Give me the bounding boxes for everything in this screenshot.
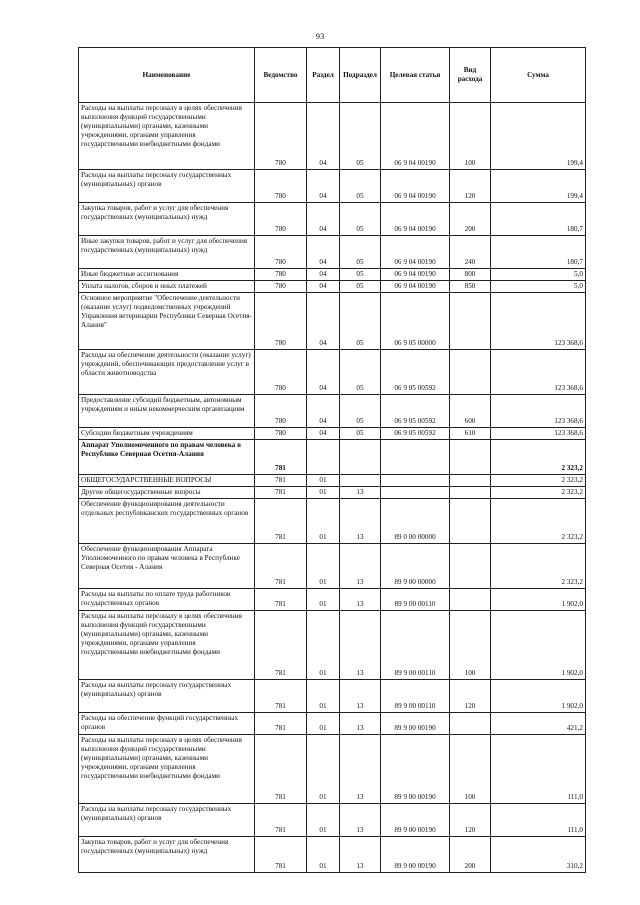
cell-name: Расходы на выплаты персоналу государственных (муниципальных) органов (79, 680, 255, 713)
cell-vid: 800 (450, 269, 491, 281)
cell-statya: 89 9 00 00190 (381, 713, 450, 735)
cell-ved: 780 (255, 103, 307, 170)
cell-sum: 2 323,2 (491, 440, 586, 475)
table-row (79, 499, 586, 544)
cell-razdel: 04 (307, 203, 340, 236)
cell-vid: 610 (450, 428, 491, 440)
cell-name: Расходы на выплаты по оплате труда работников государственных органов (79, 589, 255, 611)
cell-vid (450, 544, 491, 589)
cell-vid (450, 713, 491, 735)
cell-sum: 111,0 (491, 804, 586, 837)
cell-sum: 310,2 (491, 837, 586, 873)
cell-vid: 100 (450, 735, 491, 804)
table-row (79, 203, 586, 236)
table-body (79, 103, 586, 873)
cell-ved: 781 (255, 837, 307, 873)
cell-podrazdel: 05 (340, 203, 381, 236)
cell-sum: 199,4 (491, 170, 586, 203)
cell-sum: 111,0 (491, 735, 586, 804)
cell-sum: 1 902,0 (491, 589, 586, 611)
cell-podrazdel: 05 (340, 236, 381, 269)
cell-ved: 781 (255, 735, 307, 804)
cell-vid (450, 487, 491, 499)
cell-razdel: 01 (307, 713, 340, 735)
cell-ved: 781 (255, 499, 307, 544)
cell-statya: 06 9 05 00592 (381, 350, 450, 395)
cell-name: Расходы на выплаты персоналу в целях обеспечения выполнения функций государственными (муниципальными) органами, казенными учреждениями, органами управления государственными внебюджетными фондами (79, 735, 255, 804)
cell-razdel: 04 (307, 281, 340, 293)
cell-sum: 2 323,2 (491, 499, 586, 544)
cell-statya (381, 475, 450, 487)
cell-statya: 89 9 00 00190 (381, 837, 450, 873)
cell-name: Закупка товаров, работ и услуг для обеспечения государственных (муниципальных) нужд (79, 203, 255, 236)
cell-vid: 100 (450, 611, 491, 680)
cell-name: Расходы на выплаты персоналу государственных (муниципальных) органов (79, 170, 255, 203)
cell-razdel: 01 (307, 487, 340, 499)
cell-sum: 421,2 (491, 713, 586, 735)
cell-podrazdel: 05 (340, 269, 381, 281)
cell-ved: 780 (255, 395, 307, 428)
cell-podrazdel: 13 (340, 680, 381, 713)
cell-ved: 781 (255, 611, 307, 680)
cell-statya: 89 0 00 00000 (381, 499, 450, 544)
table-row (79, 395, 586, 428)
cell-statya: 06 9 04 00190 (381, 203, 450, 236)
cell-statya (381, 440, 450, 475)
cell-podrazdel: 05 (340, 103, 381, 170)
cell-ved: 781 (255, 713, 307, 735)
header-summa: Сумма (491, 48, 586, 103)
cell-ved: 780 (255, 293, 307, 350)
cell-razdel: 04 (307, 428, 340, 440)
cell-vid (450, 440, 491, 475)
budget-table (78, 47, 586, 873)
cell-sum: 123 368,6 (491, 428, 586, 440)
cell-ved: 781 (255, 804, 307, 837)
header-podrazdel: Подраздел (340, 48, 381, 103)
cell-vid (450, 589, 491, 611)
cell-razdel: 04 (307, 293, 340, 350)
cell-statya: 06 9 04 00190 (381, 170, 450, 203)
cell-statya: 06 9 05 00000 (381, 293, 450, 350)
cell-podrazdel: 05 (340, 170, 381, 203)
cell-sum: 2 323,2 (491, 544, 586, 589)
table-row (79, 170, 586, 203)
cell-sum: 123 368,6 (491, 395, 586, 428)
cell-name: Закупка товаров, работ и услуг для обеспечения государственных (муниципальных) нужд (79, 837, 255, 873)
cell-podrazdel: 05 (340, 293, 381, 350)
cell-statya: 06 9 05 00592 (381, 395, 450, 428)
cell-razdel: 04 (307, 170, 340, 203)
cell-ved: 780 (255, 281, 307, 293)
cell-vid (450, 350, 491, 395)
cell-ved: 781 (255, 440, 307, 475)
cell-ved: 781 (255, 544, 307, 589)
cell-razdel: 01 (307, 589, 340, 611)
cell-sum: 2 323,2 (491, 487, 586, 499)
cell-podrazdel: 05 (340, 281, 381, 293)
cell-vid (450, 475, 491, 487)
table-row (79, 735, 586, 804)
cell-name: ОБЩЕГОСУДАРСТВЕННЫЕ ВОПРОСЫ (79, 475, 255, 487)
cell-podrazdel: 13 (340, 713, 381, 735)
table-row (79, 236, 586, 269)
cell-ved: 780 (255, 236, 307, 269)
table-row (79, 680, 586, 713)
cell-ved: 781 (255, 487, 307, 499)
table-row (79, 428, 586, 440)
table-row (79, 589, 586, 611)
table-row (79, 440, 586, 475)
cell-statya: 89 9 00 00110 (381, 611, 450, 680)
table-row (79, 544, 586, 589)
table-row (79, 269, 586, 281)
table-row (79, 611, 586, 680)
cell-ved: 780 (255, 269, 307, 281)
cell-statya: 06 9 04 00190 (381, 269, 450, 281)
cell-razdel: 01 (307, 499, 340, 544)
cell-sum: 180,7 (491, 236, 586, 269)
cell-vid: 200 (450, 203, 491, 236)
cell-statya (381, 487, 450, 499)
cell-ved: 781 (255, 475, 307, 487)
table-row (79, 804, 586, 837)
cell-podrazdel: 05 (340, 350, 381, 395)
cell-name: Иные бюджетные ассигнования (79, 269, 255, 281)
cell-podrazdel: 05 (340, 395, 381, 428)
cell-sum: 199,4 (491, 103, 586, 170)
cell-statya: 06 9 04 00190 (381, 103, 450, 170)
cell-statya: 06 9 04 00190 (381, 281, 450, 293)
cell-razdel: 01 (307, 837, 340, 873)
cell-vid (450, 293, 491, 350)
cell-razdel: 04 (307, 395, 340, 428)
table-row (79, 487, 586, 499)
header-row (79, 48, 586, 103)
cell-statya: 89 9 00 00000 (381, 544, 450, 589)
cell-vid: 600 (450, 395, 491, 428)
cell-name: Основное мероприятие "Обеспечение деятельности (оказание услуг) подведомственных учреждений Управления ветеринарии Республики Северная Осетия-Алания" (79, 293, 255, 350)
cell-name: Субсидии бюджетным учреждениям (79, 428, 255, 440)
cell-statya: 06 9 05 00592 (381, 428, 450, 440)
page-number: 93 (315, 31, 325, 41)
table-row (79, 837, 586, 873)
cell-razdel: 01 (307, 475, 340, 487)
cell-razdel: 04 (307, 236, 340, 269)
cell-sum: 2 323,2 (491, 475, 586, 487)
cell-podrazdel (340, 475, 381, 487)
cell-ved: 781 (255, 680, 307, 713)
cell-vid: 850 (450, 281, 491, 293)
cell-vid: 100 (450, 103, 491, 170)
table-row (79, 281, 586, 293)
cell-sum: 5,0 (491, 269, 586, 281)
cell-statya: 89 9 00 00190 (381, 735, 450, 804)
cell-podrazdel: 13 (340, 544, 381, 589)
cell-vid: 120 (450, 170, 491, 203)
cell-name: Расходы на выплаты персоналу государственных (муниципальных) органов (79, 804, 255, 837)
cell-razdel: 04 (307, 350, 340, 395)
cell-ved: 780 (255, 203, 307, 236)
cell-name: Расходы на выплаты персоналу в целях обеспечения выполнения функций государственными (муниципальными) органами, казенными учреждениями, органами управления государственными внебюджетными фондами (79, 611, 255, 680)
cell-podrazdel: 13 (340, 837, 381, 873)
table-row (79, 350, 586, 395)
cell-name: Расходы на выплаты персоналу в целях обеспечения выполнения функций государственными (муниципальными) органами, казенными учреждениями, органами управления государственными внебюджетными фондами (79, 103, 255, 170)
cell-podrazdel: 13 (340, 804, 381, 837)
header-vid-raskhoda: Вид расхода (450, 48, 491, 103)
table-row (79, 475, 586, 487)
cell-podrazdel: 13 (340, 611, 381, 680)
cell-podrazdel: 13 (340, 589, 381, 611)
cell-statya: 89 9 00 00190 (381, 804, 450, 837)
cell-statya: 89 9 00 00110 (381, 680, 450, 713)
cell-podrazdel (340, 440, 381, 475)
table-row (79, 713, 586, 735)
header-name: Наименование (79, 48, 255, 103)
cell-razdel: 01 (307, 611, 340, 680)
cell-razdel: 01 (307, 680, 340, 713)
cell-name: Обеспечение функционирования Аппарата Уполномоченного по правам человека в Республике Северная Осетия - Алания (79, 544, 255, 589)
cell-name: Уплата налогов, сборов и иных платежей (79, 281, 255, 293)
cell-sum: 180,7 (491, 203, 586, 236)
cell-sum: 123 368,6 (491, 293, 586, 350)
cell-name: Иные закупки товаров, работ и услуг для обеспечения государственных (муниципальных) нужд (79, 236, 255, 269)
cell-name: Предоставление субсидий бюджетным, автономным учреждениям и иным некоммерческим организациям (79, 395, 255, 428)
cell-name: Другие общегосударственные вопросы (79, 487, 255, 499)
header-tselevaya-statya: Целевая статья (381, 48, 450, 103)
cell-razdel: 01 (307, 735, 340, 804)
cell-ved: 780 (255, 350, 307, 395)
cell-vid: 200 (450, 837, 491, 873)
cell-ved: 781 (255, 589, 307, 611)
cell-vid (450, 499, 491, 544)
cell-sum: 1 902,0 (491, 680, 586, 713)
table-row (79, 293, 586, 350)
cell-sum: 123 368,6 (491, 350, 586, 395)
cell-vid: 240 (450, 236, 491, 269)
cell-name: Расходы на обеспечение функций государственных органов (79, 713, 255, 735)
cell-name: Расходы на обеспечение деятельности (оказание услуг) учреждений, обеспечивающих предоставление услуг в области животноводства (79, 350, 255, 395)
cell-statya: 89 9 00 00110 (381, 589, 450, 611)
cell-razdel: 04 (307, 269, 340, 281)
cell-ved: 780 (255, 170, 307, 203)
cell-podrazdel: 05 (340, 428, 381, 440)
cell-ved: 780 (255, 428, 307, 440)
header-vedomstvo: Ведомство (255, 48, 307, 103)
cell-sum: 1 902,0 (491, 611, 586, 680)
cell-podrazdel: 13 (340, 735, 381, 804)
cell-podrazdel: 13 (340, 499, 381, 544)
cell-vid: 120 (450, 804, 491, 837)
table-row (79, 103, 586, 170)
cell-name: Аппарат Уполномоченного по правам человека в Республике Северная Осетия-Алания (79, 440, 255, 475)
header-razdel: Раздел (307, 48, 340, 103)
cell-razdel: 01 (307, 544, 340, 589)
cell-statya: 06 9 04 00190 (381, 236, 450, 269)
cell-razdel (307, 440, 340, 475)
cell-vid: 120 (450, 680, 491, 713)
cell-name: Обеспечение функционирования деятельности отдельных республиканских государственных органов (79, 499, 255, 544)
cell-razdel: 01 (307, 804, 340, 837)
cell-podrazdel: 13 (340, 487, 381, 499)
cell-sum: 5,0 (491, 281, 586, 293)
cell-razdel: 04 (307, 103, 340, 170)
